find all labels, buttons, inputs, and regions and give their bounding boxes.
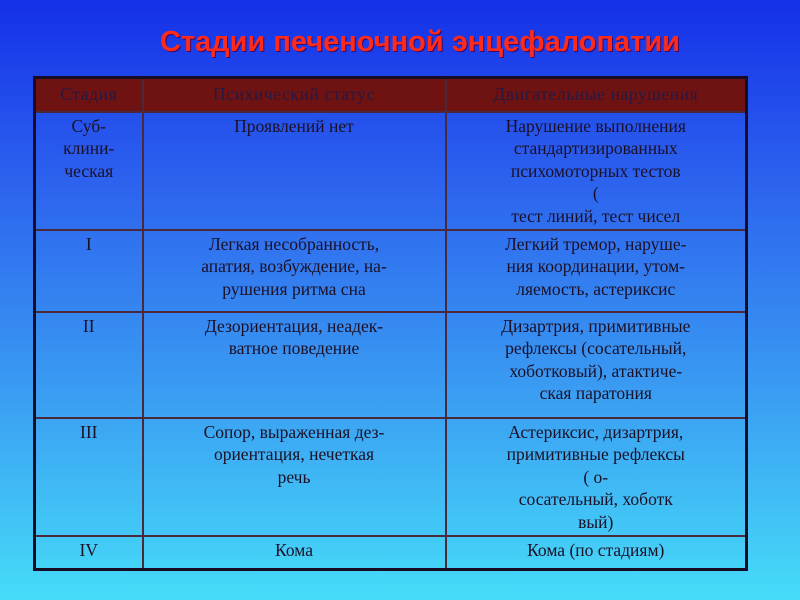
header-stage: Стадия [35,78,143,113]
motor-disorders-text: Астериксис, дизартрия, примитивные рефлексы ( о- сосательный, хоботк вый) [506,421,685,532]
table-header-row [35,78,747,113]
mental-status-text: Дезориентация, неадек- ватное поведение [204,315,384,359]
motor-disorders-text: Кома (по стадиям) [527,539,665,560]
motor-cell [446,230,747,312]
motor-disorders-text: Дизартрия, примитивные рефлексы (сосательный, хоботковый), атактиче- ская паратония [501,315,691,404]
motor-cell [446,536,747,570]
stage-label: III [80,421,98,442]
mental-status-text: Проявлений нет [234,116,354,136]
stage-label: I [85,233,92,254]
table-row [35,312,747,418]
motor-cell [446,418,747,536]
slide-title: Стадии печеночной энцефалопатии [160,26,680,58]
stages-table [33,76,748,571]
table-row [35,112,747,230]
stage-cell [35,536,143,570]
table-row [35,230,747,312]
stage-label: Суб- клини- ческая [63,116,115,181]
table-row [35,418,747,536]
motor-cell [446,112,747,230]
mental-status-text: Кома [275,539,313,560]
mental-cell [143,418,446,536]
header-mental-status: Психический статус [143,78,446,113]
motor-cell [446,312,747,418]
stage-label: IV [79,539,98,560]
mental-cell [143,312,446,418]
mental-status-text: Сопор, выраженная дез- ориентация, нечеткая речь [203,421,385,487]
mental-cell [143,230,446,312]
stage-label: II [82,315,95,336]
mental-cell [143,536,446,570]
mental-cell [143,112,446,230]
stage-cell [35,230,143,312]
motor-disorders-text: Нарушение выполнения стандартизированных психомоторных тестов ( тест линий, тест чисел [505,116,686,226]
header-motor-disorders: Двигательные нарушения [446,78,747,113]
stage-cell [35,312,143,418]
table-row [35,536,747,570]
stage-cell [35,112,143,230]
stage-cell [35,418,143,536]
motor-disorders-text: Легкий тремор, наруше- ния координации, утом- ляемость, астериксис [505,233,687,299]
mental-status-text: Легкая несобранность, апатия, возбуждение, на- рушения ритма сна [201,233,387,299]
